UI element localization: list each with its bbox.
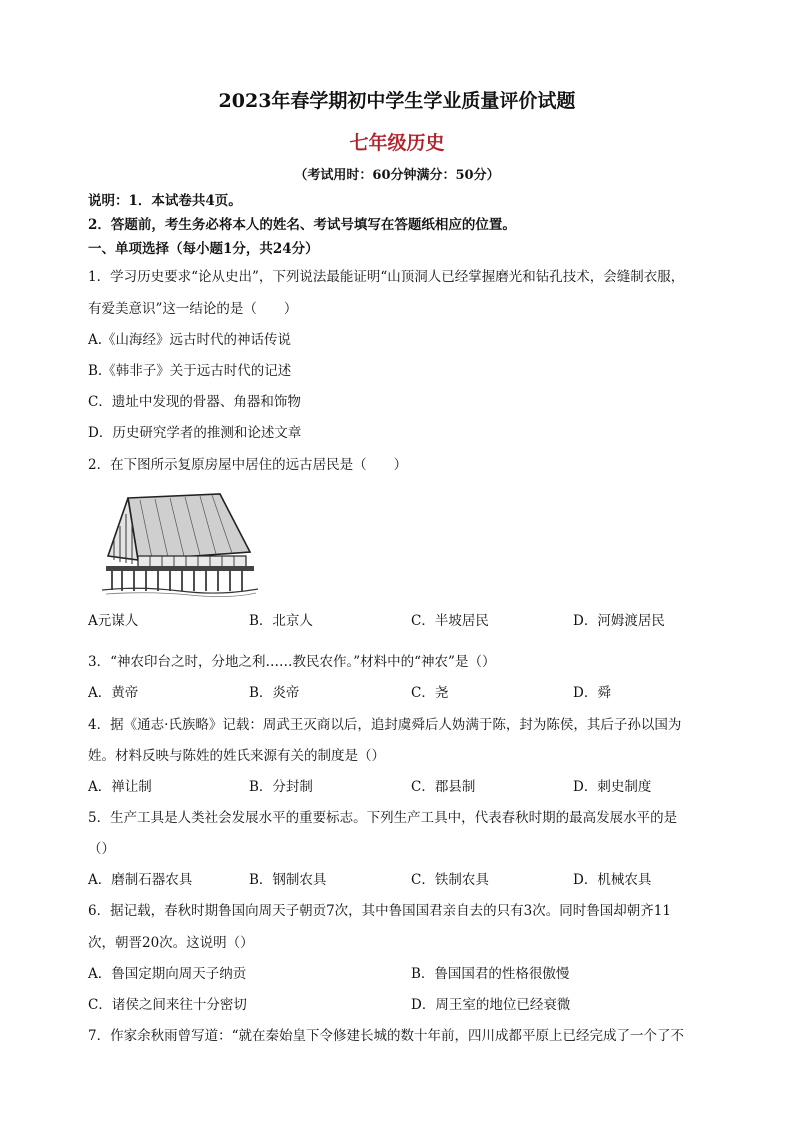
q7-stem-line-1: 7．作家余秋雨曾写道：“就在秦始皇下令修建长城的数十年前，四川成都平原上已经完成了一个了不: [88, 1028, 684, 1044]
q2-option-d: D．河姆渡居民: [573, 613, 665, 629]
q4-stem-line-2: 姓。材料反映与陈姓的姓氏来源有关的制度是（）: [88, 748, 385, 764]
q2-option-c: C．半坡居民: [411, 613, 489, 629]
section-heading: 一、单项选择（每小题1分，共24分）: [88, 241, 319, 257]
q6-option-a: A．鲁国定期向周天子纳贡: [88, 966, 247, 982]
q5-option-b: B．钢制农具: [249, 872, 327, 888]
q3-option-d: D．舜: [573, 685, 611, 701]
q1-stem-line-2: 有爱美意识”这一结论的是（ ）: [88, 301, 298, 317]
q1-option-a: A.《山海经》远古时代的神话传说: [88, 332, 292, 348]
q1-stem-line-1: 1．学习历史要求“论从史出”，下列说法最能证明“山顶洞人已经掌握磨光和钻孔技术，会缝制衣服，: [88, 269, 685, 285]
q4-option-b: B．分封制: [249, 779, 313, 795]
exam-info: （考试用时：60分钟满分：50分）: [294, 168, 500, 183]
q6-option-b: B．鲁国国君的性格很傲慢: [411, 966, 570, 982]
q5-stem-line-2: （）: [88, 841, 115, 857]
q2-option-b: B．北京人: [249, 613, 313, 629]
q5-stem-line-1: 5．生产工具是人类社会发展水平的重要标志。下列生产工具中，代表春秋时期的最高发展水平的是: [88, 810, 678, 826]
q1-option-b: B.《韩非子》关于远古时代的记述: [88, 363, 292, 379]
note-line-1: 说明：1．本试卷共4页。: [88, 193, 242, 209]
q4-option-c: C．郡县制: [411, 779, 476, 795]
q6-option-d: D．周王室的地位已经衰微: [411, 997, 571, 1013]
page-title: 2023年春学期初中学生学业质量评价试题: [218, 90, 576, 112]
q6-stem-line-2: 次，朝晋20次。这说明（）: [88, 935, 254, 951]
q6-option-c: C．诸侯之间来往十分密切: [88, 997, 247, 1013]
q5-option-c: C．铁制农具: [411, 872, 489, 888]
q1-option-c: C．遗址中发现的骨器、角器和饰物: [88, 394, 301, 410]
q3-option-b: B．炎帝: [249, 685, 300, 701]
page-subtitle: 七年级历史: [349, 132, 445, 154]
note-line-2: 2．答题前，考生务必将本人的姓名、考试号填写在答题纸相应的位置。: [88, 217, 516, 233]
q3-stem: 3．“神农印台之时，分地之利……教民农作。”材料中的“神农”是（）: [88, 654, 496, 670]
q4-option-d: D．刺史制度: [573, 779, 652, 795]
q1-option-d: D．历史研究学者的推测和论述文章: [88, 425, 302, 441]
q4-option-a: A．禅让制: [88, 779, 152, 795]
stilt-house-figure: [100, 490, 260, 600]
q5-option-a: A．磨制石器农具: [88, 872, 193, 888]
q6-stem-line-1: 6．据记载，春秋时期鲁国向周天子朝贡7次，其中鲁国国君亲自去的只有3次。同时鲁国却朝齐11: [88, 903, 671, 919]
q4-stem-line-1: 4．据《通志·氏族略》记载：周武王灭商以后，追封虞舜后人妫满于陈，封为陈侯，其后子孙以国为: [88, 717, 682, 733]
q3-option-a: A．黄帝: [88, 685, 139, 701]
q2-option-a: A元谋人: [88, 613, 139, 629]
q5-option-d: D．机械农具: [573, 872, 652, 888]
q2-stem: 2．在下图所示复原房屋中居住的远古居民是（ ）: [88, 457, 408, 473]
q3-option-c: C．尧: [411, 685, 449, 701]
